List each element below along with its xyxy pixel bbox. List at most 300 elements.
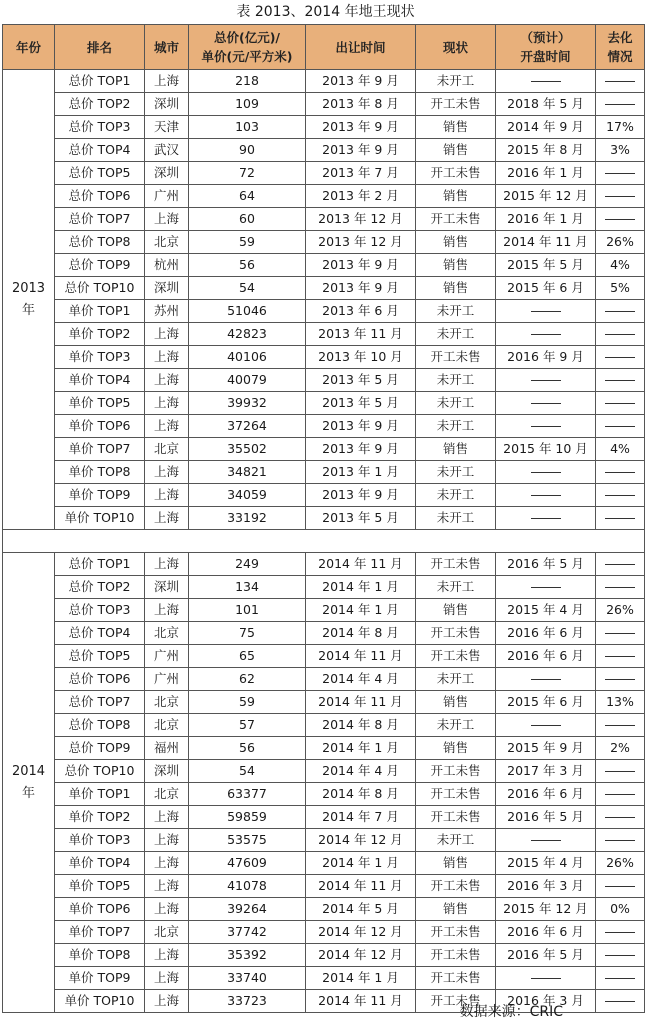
cell-price: 103 [189, 116, 306, 139]
cell-price: 72 [189, 162, 306, 185]
table-row [3, 323, 645, 346]
cell-price: 54 [189, 760, 306, 783]
cell-sold: 2013 年 9 月 [306, 484, 416, 507]
cell-rate [596, 921, 645, 944]
cell-status: 销售 [416, 254, 496, 277]
cell-city: 北京 [145, 783, 189, 806]
cell-status: 未开工 [416, 392, 496, 415]
cell-status: 未开工 [416, 714, 496, 737]
cell-city: 广州 [145, 668, 189, 691]
cell-city: 上海 [145, 944, 189, 967]
cell-rate: 2% [596, 737, 645, 760]
cell-open: 2017 年 3 月 [496, 760, 596, 783]
empty-dash [605, 219, 635, 220]
cell-city: 上海 [145, 990, 189, 1013]
header-rank: 排名 [55, 25, 145, 70]
cell-sold: 2014 年 11 月 [306, 875, 416, 898]
cell-rank: 单价 TOP10 [55, 507, 145, 530]
cell-status: 开工未售 [416, 645, 496, 668]
table-row [3, 783, 645, 806]
cell-open: 2015 年 6 月 [496, 277, 596, 300]
empty-dash [605, 794, 635, 795]
empty-dash [605, 978, 635, 979]
cell-city: 深圳 [145, 576, 189, 599]
cell-sold: 2013 年 5 月 [306, 507, 416, 530]
empty-dash [531, 380, 561, 381]
cell-sold: 2013 年 8 月 [306, 93, 416, 116]
table-row [3, 484, 645, 507]
cell-rank: 单价 TOP8 [55, 944, 145, 967]
cell-rank: 单价 TOP7 [55, 438, 145, 461]
cell-city: 上海 [145, 806, 189, 829]
cell-price: 64 [189, 185, 306, 208]
cell-price: 90 [189, 139, 306, 162]
year-number: 2013 [11, 280, 46, 296]
cell-city: 福州 [145, 737, 189, 760]
cell-sold: 2014 年 11 月 [306, 553, 416, 576]
cell-rank: 总价 TOP4 [55, 622, 145, 645]
cell-sold: 2013 年 9 月 [306, 438, 416, 461]
cell-price: 33723 [189, 990, 306, 1013]
cell-city: 上海 [145, 369, 189, 392]
cell-open [496, 714, 596, 737]
cell-rank: 总价 TOP6 [55, 668, 145, 691]
table-title: 表 2013、2014 年地王现状 [236, 4, 415, 20]
empty-dash [531, 725, 561, 726]
cell-sold: 2013 年 9 月 [306, 415, 416, 438]
cell-rank: 单价 TOP2 [55, 323, 145, 346]
cell-status: 开工未售 [416, 622, 496, 645]
table-row [3, 438, 645, 461]
cell-rate [596, 806, 645, 829]
cell-status: 开工未售 [416, 760, 496, 783]
cell-open: 2016 年 6 月 [496, 783, 596, 806]
cell-sold: 2014 年 8 月 [306, 714, 416, 737]
cell-sold: 2014 年 1 月 [306, 852, 416, 875]
year-suffix: 年 [21, 785, 35, 801]
cell-city: 上海 [145, 208, 189, 231]
cell-price: 101 [189, 599, 306, 622]
cell-city: 深圳 [145, 93, 189, 116]
cell-price: 63377 [189, 783, 306, 806]
cell-price: 62 [189, 668, 306, 691]
cell-status: 未开工 [416, 323, 496, 346]
cell-open: 2015 年 4 月 [496, 599, 596, 622]
cell-city: 上海 [145, 461, 189, 484]
empty-dash [605, 380, 635, 381]
cell-status: 开工未售 [416, 967, 496, 990]
header-rate-line2: 情况 [607, 49, 633, 64]
cell-city: 深圳 [145, 277, 189, 300]
empty-dash [605, 564, 635, 565]
cell-sold: 2014 年 11 月 [306, 645, 416, 668]
cell-sold: 2014 年 7 月 [306, 806, 416, 829]
table-row [3, 622, 645, 645]
cell-rate [596, 346, 645, 369]
table-row [3, 898, 645, 921]
table-row [3, 208, 645, 231]
year-number: 2014 [11, 763, 46, 779]
cell-status: 销售 [416, 277, 496, 300]
cell-open: 2014 年 9 月 [496, 116, 596, 139]
cell-open [496, 70, 596, 93]
empty-dash [605, 518, 635, 519]
cell-rate [596, 323, 645, 346]
cell-rank: 单价 TOP9 [55, 484, 145, 507]
land-king-table [2, 24, 645, 1013]
year-cell [3, 553, 55, 1013]
cell-city: 北京 [145, 714, 189, 737]
table-row [3, 415, 645, 438]
empty-dash [605, 725, 635, 726]
cell-rank: 单价 TOP3 [55, 346, 145, 369]
empty-dash [605, 81, 635, 82]
cell-status: 未开工 [416, 461, 496, 484]
table-row [3, 829, 645, 852]
cell-price: 53575 [189, 829, 306, 852]
cell-price: 34059 [189, 484, 306, 507]
cell-sold: 2014 年 1 月 [306, 576, 416, 599]
cell-status: 开工未售 [416, 93, 496, 116]
cell-open: 2015 年 9 月 [496, 737, 596, 760]
cell-price: 51046 [189, 300, 306, 323]
cell-sold: 2014 年 12 月 [306, 921, 416, 944]
cell-rank: 单价 TOP7 [55, 921, 145, 944]
empty-dash [605, 173, 635, 174]
cell-sold: 2014 年 12 月 [306, 944, 416, 967]
header-open-date [496, 25, 596, 70]
header-city: 城市 [145, 25, 189, 70]
cell-city: 杭州 [145, 254, 189, 277]
cell-rank: 总价 TOP4 [55, 139, 145, 162]
cell-open [496, 369, 596, 392]
cell-rate [596, 622, 645, 645]
table-row [3, 392, 645, 415]
cell-sold: 2013 年 9 月 [306, 277, 416, 300]
cell-city: 北京 [145, 622, 189, 645]
empty-dash [531, 81, 561, 82]
table-row [3, 852, 645, 875]
cell-rank: 总价 TOP5 [55, 162, 145, 185]
cell-status: 未开工 [416, 300, 496, 323]
cell-rate [596, 967, 645, 990]
cell-rate [596, 760, 645, 783]
cell-status: 开工未售 [416, 921, 496, 944]
cell-price: 35502 [189, 438, 306, 461]
cell-price: 40079 [189, 369, 306, 392]
empty-dash [531, 587, 561, 588]
cell-price: 35392 [189, 944, 306, 967]
header-rate-line1: 去化 [607, 30, 633, 45]
cell-price: 65 [189, 645, 306, 668]
cell-rank: 单价 TOP1 [55, 300, 145, 323]
cell-rank: 总价 TOP2 [55, 576, 145, 599]
year-cell [3, 70, 55, 530]
cell-open: 2015 年 5 月 [496, 254, 596, 277]
empty-dash [605, 886, 635, 887]
cell-rate [596, 369, 645, 392]
cell-status: 销售 [416, 116, 496, 139]
cell-rate: 13% [596, 691, 645, 714]
table-row [3, 553, 645, 576]
cell-price: 40106 [189, 346, 306, 369]
header-price-line1: 总价(亿元)/ [214, 30, 280, 45]
header-row [3, 25, 645, 70]
cell-rate: 0% [596, 898, 645, 921]
cell-rank: 总价 TOP5 [55, 645, 145, 668]
cell-open [496, 829, 596, 852]
cell-sold: 2014 年 1 月 [306, 967, 416, 990]
empty-dash [531, 403, 561, 404]
cell-price: 41078 [189, 875, 306, 898]
cell-sold: 2013 年 1 月 [306, 461, 416, 484]
cell-open: 2015 年 12 月 [496, 898, 596, 921]
cell-rate: 26% [596, 852, 645, 875]
cell-city: 上海 [145, 507, 189, 530]
cell-city: 上海 [145, 599, 189, 622]
cell-rank: 单价 TOP1 [55, 783, 145, 806]
cell-status: 开工未售 [416, 553, 496, 576]
cell-status: 销售 [416, 438, 496, 461]
table-row [3, 944, 645, 967]
cell-rate [596, 714, 645, 737]
cell-city: 深圳 [145, 162, 189, 185]
cell-open [496, 323, 596, 346]
cell-rank: 总价 TOP8 [55, 231, 145, 254]
cell-status: 销售 [416, 898, 496, 921]
cell-status: 开工未售 [416, 162, 496, 185]
cell-open: 2016 年 3 月 [496, 990, 596, 1013]
group-gap-cell [3, 530, 645, 553]
header-sold-date: 出让时间 [306, 25, 416, 70]
cell-city: 北京 [145, 231, 189, 254]
cell-rank: 单价 TOP10 [55, 990, 145, 1013]
cell-rank: 总价 TOP10 [55, 760, 145, 783]
cell-open: 2015 年 12 月 [496, 185, 596, 208]
cell-rank: 总价 TOP6 [55, 185, 145, 208]
cell-rate [596, 484, 645, 507]
header-price-line2: 单价(元/平方米) [201, 49, 293, 64]
cell-city: 上海 [145, 829, 189, 852]
cell-rank: 总价 TOP9 [55, 254, 145, 277]
cell-open [496, 415, 596, 438]
cell-open [496, 507, 596, 530]
empty-dash [605, 771, 635, 772]
cell-sold: 2014 年 4 月 [306, 760, 416, 783]
cell-city: 武汉 [145, 139, 189, 162]
cell-city: 上海 [145, 553, 189, 576]
cell-status: 开工未售 [416, 875, 496, 898]
cell-open: 2016 年 6 月 [496, 921, 596, 944]
table-row [3, 691, 645, 714]
cell-price: 60 [189, 208, 306, 231]
cell-open: 2015 年 10 月 [496, 438, 596, 461]
table-row [3, 93, 645, 116]
table-row [3, 645, 645, 668]
cell-open [496, 967, 596, 990]
table-row [3, 231, 645, 254]
cell-city: 天津 [145, 116, 189, 139]
table-row [3, 70, 645, 93]
cell-open [496, 392, 596, 415]
cell-price: 37742 [189, 921, 306, 944]
group-gap [3, 530, 645, 553]
header-sellthrough [596, 25, 645, 70]
cell-sold: 2013 年 5 月 [306, 392, 416, 415]
cell-status: 销售 [416, 852, 496, 875]
cell-rank: 单价 TOP2 [55, 806, 145, 829]
empty-dash [605, 426, 635, 427]
cell-rate [596, 185, 645, 208]
cell-status: 销售 [416, 691, 496, 714]
table-row [3, 162, 645, 185]
table-row [3, 346, 645, 369]
cell-sold: 2013 年 7 月 [306, 162, 416, 185]
cell-rank: 总价 TOP2 [55, 93, 145, 116]
cell-city: 深圳 [145, 760, 189, 783]
cell-price: 249 [189, 553, 306, 576]
cell-open: 2016 年 5 月 [496, 806, 596, 829]
table-row [3, 668, 645, 691]
cell-rate: 3% [596, 139, 645, 162]
cell-price: 33192 [189, 507, 306, 530]
cell-sold: 2013 年 2 月 [306, 185, 416, 208]
cell-rank: 单价 TOP9 [55, 967, 145, 990]
cell-city: 上海 [145, 967, 189, 990]
table-row [3, 806, 645, 829]
empty-dash [531, 472, 561, 473]
table-row [3, 185, 645, 208]
empty-dash [605, 495, 635, 496]
empty-dash [531, 495, 561, 496]
cell-price: 109 [189, 93, 306, 116]
empty-dash [605, 656, 635, 657]
cell-rate [596, 944, 645, 967]
cell-price: 56 [189, 254, 306, 277]
cell-sold: 2014 年 1 月 [306, 737, 416, 760]
cell-rate [596, 208, 645, 231]
cell-rank: 总价 TOP10 [55, 277, 145, 300]
cell-sold: 2013 年 9 月 [306, 116, 416, 139]
cell-city: 广州 [145, 185, 189, 208]
cell-status: 开工未售 [416, 208, 496, 231]
empty-dash [605, 472, 635, 473]
empty-dash [531, 311, 561, 312]
cell-rank: 总价 TOP9 [55, 737, 145, 760]
cell-rate: 26% [596, 599, 645, 622]
cell-price: 59 [189, 691, 306, 714]
empty-dash [605, 196, 635, 197]
cell-rank: 单价 TOP4 [55, 369, 145, 392]
empty-dash [531, 840, 561, 841]
cell-sold: 2013 年 9 月 [306, 254, 416, 277]
cell-sold: 2014 年 12 月 [306, 829, 416, 852]
empty-dash [605, 932, 635, 933]
cell-open: 2015 年 8 月 [496, 139, 596, 162]
cell-price: 134 [189, 576, 306, 599]
cell-rate [596, 392, 645, 415]
cell-open: 2016 年 1 月 [496, 162, 596, 185]
cell-rank: 总价 TOP1 [55, 70, 145, 93]
cell-rate [596, 829, 645, 852]
empty-dash [605, 587, 635, 588]
table-row [3, 116, 645, 139]
cell-status: 未开工 [416, 369, 496, 392]
cell-rank: 单价 TOP6 [55, 415, 145, 438]
cell-status: 未开工 [416, 668, 496, 691]
cell-status: 销售 [416, 139, 496, 162]
cell-rate: 4% [596, 438, 645, 461]
cell-price: 47609 [189, 852, 306, 875]
empty-dash [531, 334, 561, 335]
empty-dash [605, 104, 635, 105]
cell-open: 2018 年 5 月 [496, 93, 596, 116]
cell-status: 销售 [416, 737, 496, 760]
cell-rank: 单价 TOP4 [55, 852, 145, 875]
table-row [3, 576, 645, 599]
cell-sold: 2014 年 1 月 [306, 599, 416, 622]
cell-rank: 总价 TOP7 [55, 691, 145, 714]
cell-price: 42823 [189, 323, 306, 346]
cell-rank: 单价 TOP8 [55, 461, 145, 484]
cell-sold: 2014 年 11 月 [306, 990, 416, 1013]
cell-rate [596, 507, 645, 530]
cell-price: 54 [189, 277, 306, 300]
header-open-line1: （预计） [520, 30, 571, 45]
data-source-note: 数据来源：CRIC [459, 1004, 563, 1020]
cell-city: 北京 [145, 691, 189, 714]
cell-status: 未开工 [416, 484, 496, 507]
cell-open: 2016 年 1 月 [496, 208, 596, 231]
cell-open [496, 461, 596, 484]
cell-price: 59 [189, 231, 306, 254]
cell-sold: 2013 年 12 月 [306, 208, 416, 231]
cell-status: 开工未售 [416, 346, 496, 369]
cell-city: 北京 [145, 921, 189, 944]
empty-dash [531, 518, 561, 519]
table-row [3, 875, 645, 898]
cell-price: 39264 [189, 898, 306, 921]
cell-rate [596, 668, 645, 691]
cell-open [496, 300, 596, 323]
cell-status: 未开工 [416, 829, 496, 852]
cell-open: 2016 年 3 月 [496, 875, 596, 898]
cell-price: 75 [189, 622, 306, 645]
cell-status: 销售 [416, 599, 496, 622]
cell-status: 未开工 [416, 70, 496, 93]
cell-rate: 5% [596, 277, 645, 300]
table-row [3, 507, 645, 530]
empty-dash [605, 817, 635, 818]
cell-city: 苏州 [145, 300, 189, 323]
cell-city: 上海 [145, 852, 189, 875]
table-row [3, 300, 645, 323]
cell-rank: 总价 TOP3 [55, 599, 145, 622]
cell-rank: 总价 TOP1 [55, 553, 145, 576]
cell-price: 218 [189, 70, 306, 93]
cell-sold: 2013 年 6 月 [306, 300, 416, 323]
cell-city: 上海 [145, 415, 189, 438]
cell-status: 未开工 [416, 507, 496, 530]
table-row [3, 461, 645, 484]
empty-dash [531, 679, 561, 680]
cell-rank: 单价 TOP5 [55, 875, 145, 898]
cell-status: 销售 [416, 185, 496, 208]
cell-price: 39932 [189, 392, 306, 415]
header-price [189, 25, 306, 70]
cell-open: 2014 年 11 月 [496, 231, 596, 254]
table-header [3, 25, 645, 70]
